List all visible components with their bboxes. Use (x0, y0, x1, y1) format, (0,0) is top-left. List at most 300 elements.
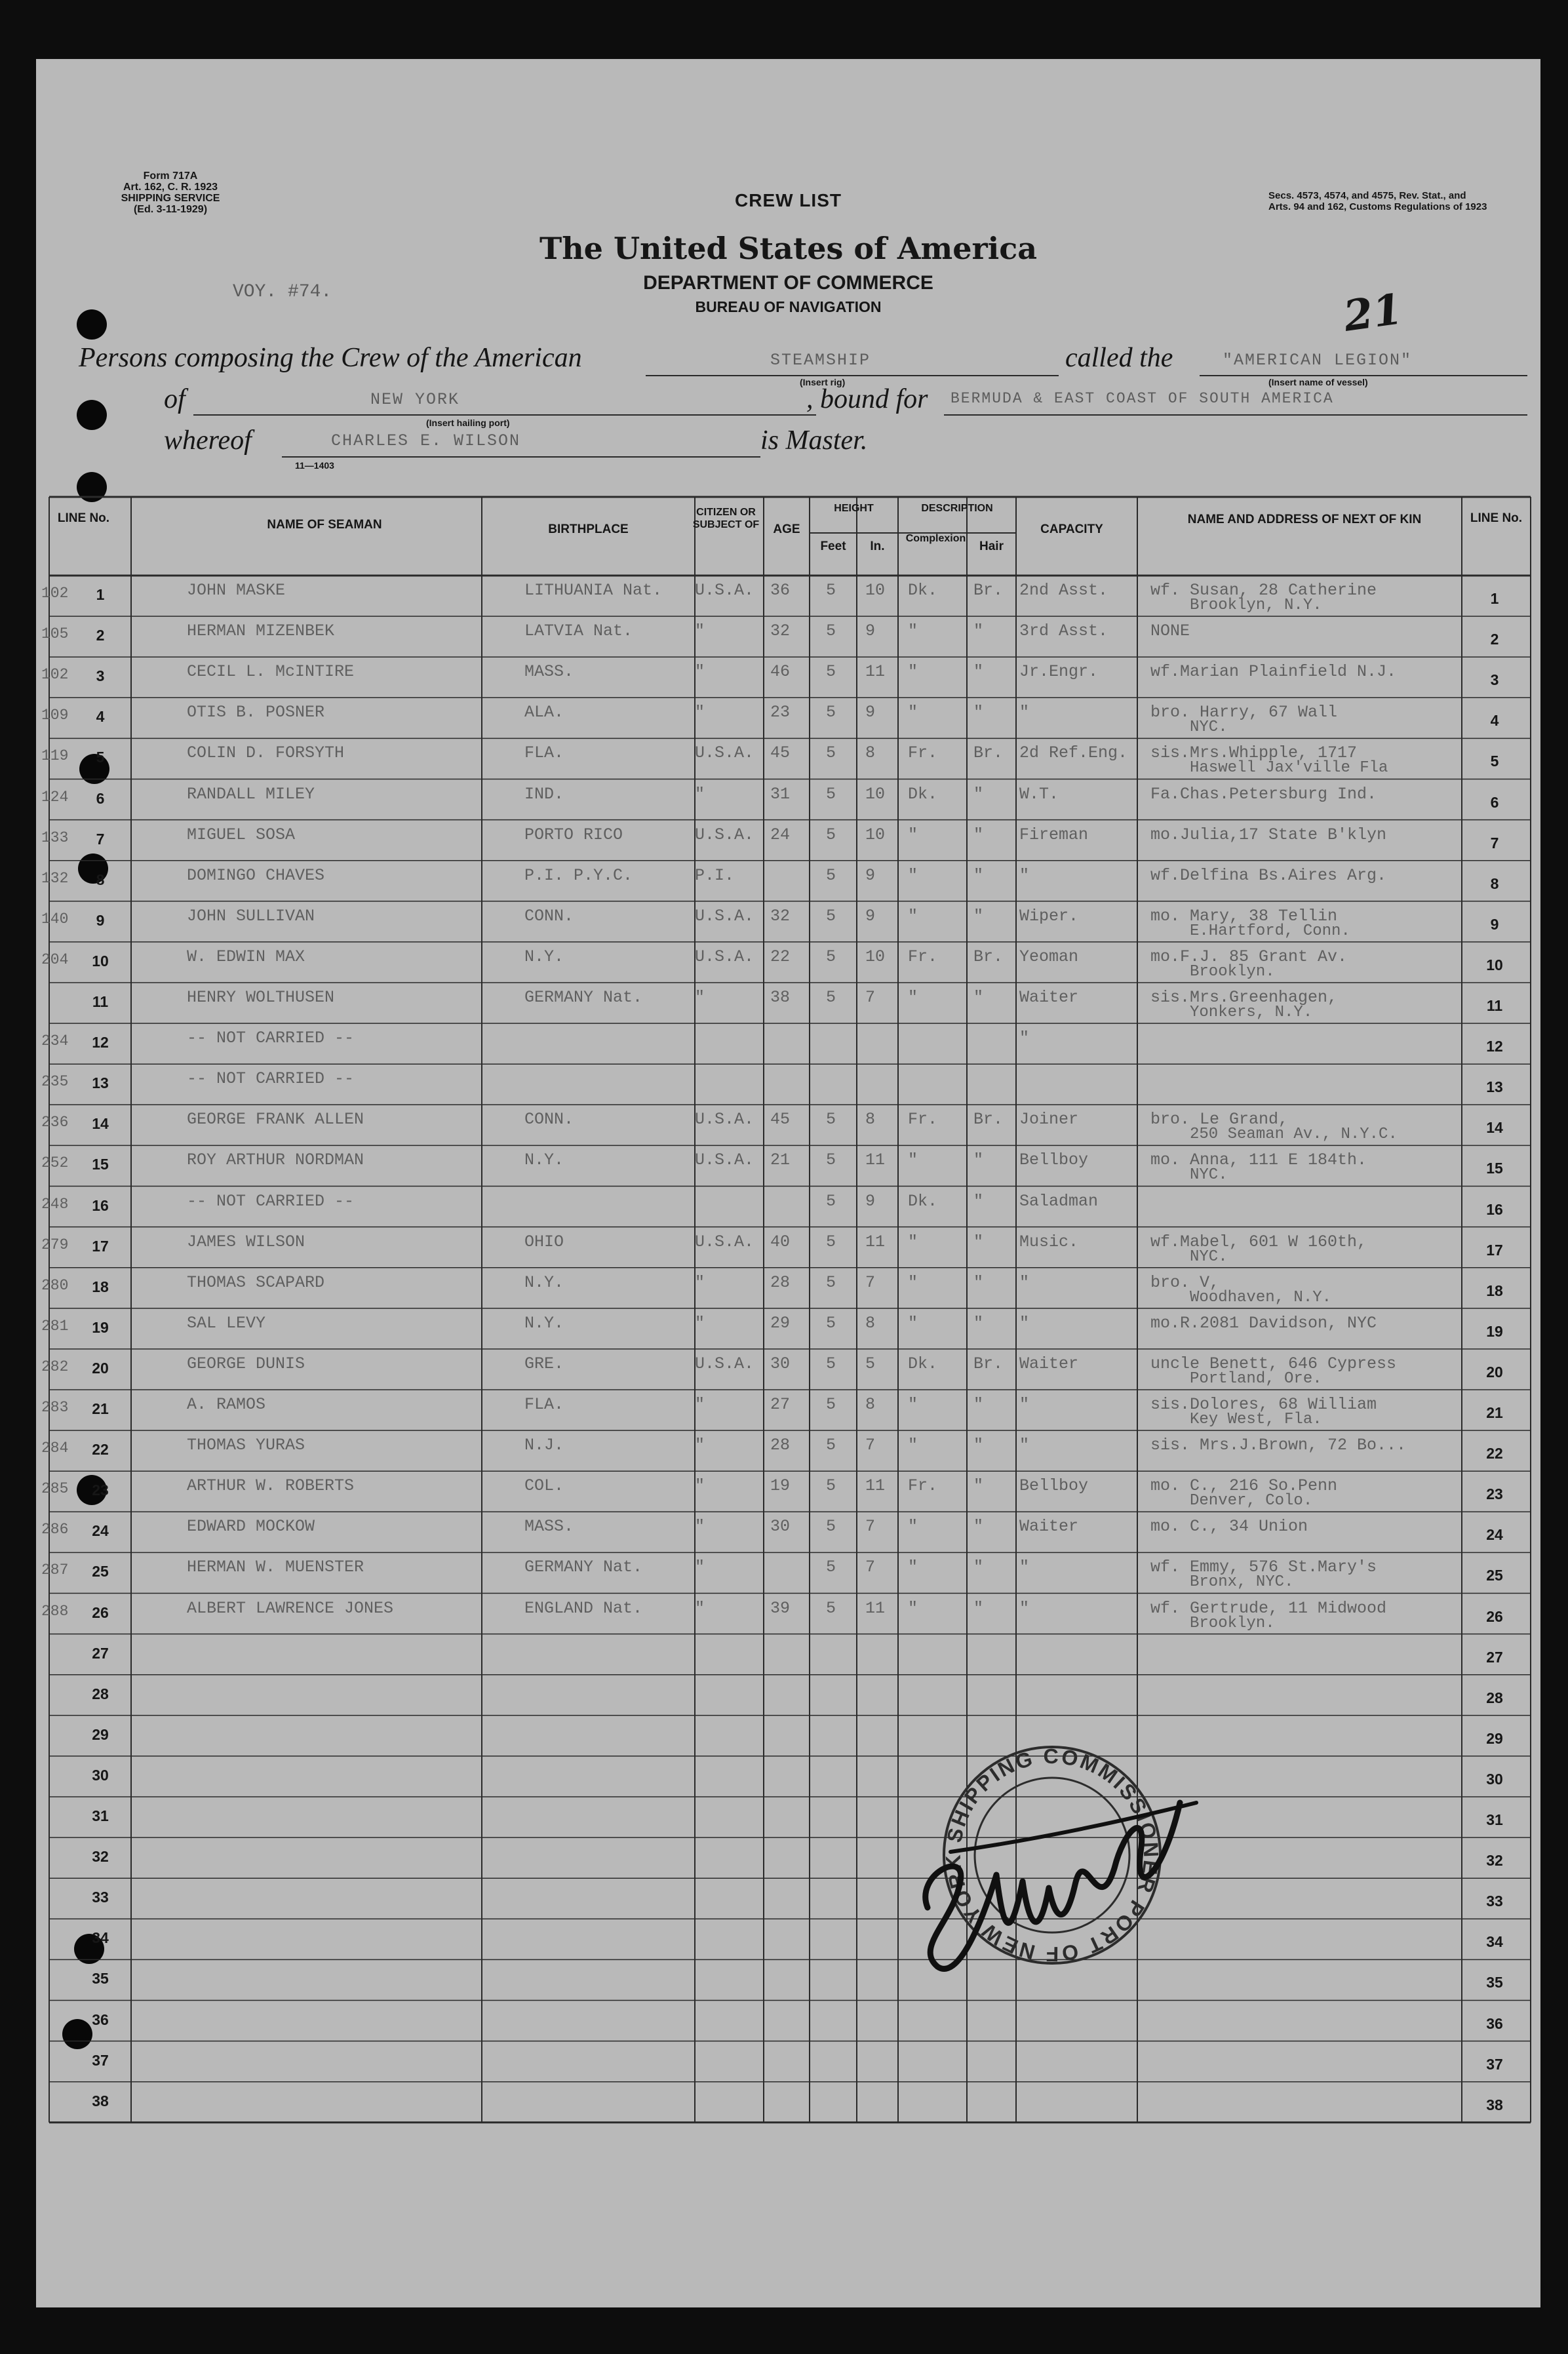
pre-number: 140 (41, 910, 69, 928)
col-name: NAME OF SEAMAN (267, 518, 382, 532)
line-number: 3 (96, 667, 105, 685)
cell-hair: " (973, 1395, 984, 1414)
cell-birth: LATVIA Nat. (524, 621, 633, 641)
cell-comp: Fr. (908, 1476, 938, 1496)
cell-cit: " (695, 1476, 705, 1496)
pre-number: 252 (41, 1154, 69, 1172)
line-number: 16 (92, 1196, 109, 1214)
cell-cit: " (695, 1272, 705, 1292)
cell-kin-address: Brooklyn. (1190, 962, 1275, 981)
cell-ft: 5 (826, 743, 836, 763)
pre-number: 236 (41, 1114, 69, 1131)
line-number-right: 25 (1486, 1567, 1503, 1584)
cell-birth: CONN. (524, 1110, 574, 1129)
cell-kin-address: Bronx, NYC. (1190, 1573, 1294, 1592)
cell-name: OTIS B. POSNER (187, 703, 325, 722)
cell-hair: " (973, 1598, 984, 1618)
cell-in: 9 (865, 621, 876, 641)
cell-comp: " (908, 1232, 918, 1251)
cell-name: -- NOT CARRIED -- (187, 1069, 355, 1089)
form-ref-line: Form 717A (143, 170, 198, 182)
cell-cap: " (1019, 1313, 1030, 1333)
line-number: 7 (96, 830, 105, 848)
cell-comp: " (908, 1436, 918, 1455)
master-name: CHARLES E. WILSON (331, 431, 521, 450)
line-number: 24 (92, 1522, 109, 1540)
line-number: 5 (96, 749, 105, 766)
cell-kin: sis. Mrs.J.Brown, 72 Bo... (1150, 1436, 1407, 1455)
cell-cit: U.S.A. (695, 1110, 755, 1129)
cell-name: MIGUEL SOSA (187, 825, 296, 844)
cell-kin-address: Yonkers, N.Y. (1190, 1004, 1313, 1021)
cell-comp: " (908, 1598, 918, 1618)
cell-age: 23 (770, 703, 791, 722)
line-number: 8 (96, 871, 105, 888)
cell-hair: " (973, 1436, 984, 1455)
cell-in: 10 (865, 825, 886, 844)
cell-age: 30 (770, 1354, 791, 1373)
cell-age: 31 (770, 784, 791, 804)
cell-name: W. EDWIN MAX (187, 947, 305, 966)
cell-kin-address: NYC. (1190, 1247, 1228, 1266)
cell-hair: " (973, 662, 984, 682)
line-number: 13 (92, 1074, 109, 1092)
line-number-right: 12 (1486, 1038, 1503, 1055)
cell-in: 9 (865, 865, 876, 885)
line-number: 2 (96, 627, 105, 644)
cell-cit: " (695, 1598, 705, 1618)
cell-ft: 5 (826, 1476, 836, 1496)
line-number-right: 29 (1486, 1729, 1503, 1747)
pre-number: 284 (41, 1440, 69, 1457)
pre-number: 248 (41, 1195, 69, 1213)
cell-cap: Fireman (1019, 825, 1089, 844)
cell-name: THOMAS SCAPARD (187, 1272, 325, 1292)
line-number-right: 19 (1486, 1322, 1503, 1340)
cell-name: -- NOT CARRIED -- (187, 1191, 355, 1211)
cell-ft: 5 (826, 1191, 836, 1211)
col-feet: Feet (820, 539, 846, 553)
cell-age: 27 (770, 1395, 791, 1414)
table-grid (36, 59, 1540, 2307)
cell-hair: " (973, 1232, 984, 1251)
cell-cit: " (695, 621, 705, 641)
destination: BERMUDA & EAST COAST OF SOUTH AMERICA (951, 390, 1334, 407)
cell-comp: " (908, 825, 918, 844)
cell-name: GEORGE DUNIS (187, 1354, 305, 1373)
cell-hair: " (973, 1191, 984, 1211)
cell-in: 10 (865, 947, 886, 966)
pre-number: 288 (41, 1602, 69, 1620)
cell-kin: mo. Anna, 111 E 184th. (1150, 1150, 1367, 1170)
line-number-right: 38 (1486, 2096, 1503, 2113)
cell-in: 5 (865, 1354, 876, 1373)
line-number-right: 36 (1486, 2014, 1503, 2032)
cell-name: ARTHUR W. ROBERTS (187, 1476, 355, 1496)
line-number: 9 (96, 911, 105, 929)
cell-cit: " (695, 1517, 705, 1537)
cell-cap: Yeoman (1019, 947, 1079, 966)
cell-cap: Saladman (1019, 1191, 1099, 1211)
cell-cit: " (695, 662, 705, 682)
line-number: 17 (92, 1237, 109, 1255)
cell-birth: PORTO RICO (524, 825, 623, 844)
line-number-right: 20 (1486, 1363, 1503, 1381)
cell-hair: " (973, 825, 984, 844)
line-number-right: 31 (1486, 1811, 1503, 1828)
pre-number: 124 (41, 788, 69, 806)
called-the-label: called the (1065, 343, 1173, 373)
cell-kin: mo. Mary, 38 Tellin (1150, 906, 1338, 926)
col-age: AGE (773, 522, 800, 536)
pre-number: 102 (41, 666, 69, 684)
col-line-no: LINE No. (57, 511, 110, 525)
cell-cap: " (1019, 1272, 1030, 1292)
cell-in: 8 (865, 743, 876, 763)
cell-kin-address: Brooklyn. (1190, 1614, 1275, 1632)
cell-hair: " (973, 1150, 984, 1170)
cell-age: 40 (770, 1232, 791, 1251)
cell-kin: sis.Dolores, 68 William (1150, 1395, 1377, 1414)
line-number: 21 (92, 1400, 109, 1417)
cell-cit: " (695, 1558, 705, 1577)
cell-name: A. RAMOS (187, 1395, 266, 1414)
cell-birth: IND. (524, 784, 564, 804)
cell-cap: Music. (1019, 1232, 1079, 1251)
cell-ft: 5 (826, 1272, 836, 1292)
cell-kin-address: Brooklyn, N.Y. (1190, 597, 1322, 614)
line-number-right: 10 (1486, 956, 1503, 973)
cell-ft: 5 (826, 906, 836, 926)
cell-kin-address: E.Hartford, Conn. (1190, 922, 1350, 940)
cell-age: 39 (770, 1598, 791, 1618)
cell-ft: 5 (826, 988, 836, 1007)
cell-hair: " (973, 703, 984, 722)
cell-hair: " (973, 784, 984, 804)
cell-age: 38 (770, 988, 791, 1007)
cell-ft: 5 (826, 1110, 836, 1129)
cell-name: SAL LEVY (187, 1313, 266, 1333)
bureau-title: BUREAU OF NAVIGATION (695, 298, 882, 315)
cell-age: 46 (770, 662, 791, 682)
pre-number: 109 (41, 707, 69, 724)
cell-cap: Bellboy (1019, 1476, 1089, 1496)
cell-ft: 5 (826, 784, 836, 804)
cell-kin-address: Key West, Fla. (1190, 1411, 1322, 1428)
col-citizen: CITIZEN OR SUBJECT OF (692, 507, 760, 530)
cell-hair: Br. (973, 743, 1004, 763)
cell-kin: mo. C., 34 Union (1150, 1517, 1308, 1537)
cell-cap: " (1019, 1598, 1030, 1618)
cell-cit: U.S.A. (695, 743, 755, 763)
cell-comp: Dk. (908, 784, 938, 804)
cell-age: 22 (770, 947, 791, 966)
pre-number: 287 (41, 1561, 69, 1579)
cell-age: 29 (770, 1313, 791, 1333)
line-number-right: 34 (1486, 1933, 1503, 1951)
cell-ft: 5 (826, 825, 836, 844)
cell-cit: P.I. (695, 865, 735, 885)
line-number: 33 (92, 1889, 109, 1906)
cell-cap: " (1019, 1558, 1030, 1577)
cell-comp: " (908, 621, 918, 641)
cell-ft: 5 (826, 1395, 836, 1414)
cell-hair: " (973, 865, 984, 885)
cell-cit: " (695, 784, 705, 804)
cell-cap: Wiper. (1019, 906, 1079, 926)
line-number: 37 (92, 2051, 109, 2069)
cell-cit: U.S.A. (695, 1232, 755, 1251)
col-hair: Hair (979, 539, 1004, 553)
cell-cit: U.S.A. (695, 1150, 755, 1170)
cell-birth: OHIO (524, 1232, 564, 1251)
cell-birth: MASS. (524, 662, 574, 682)
cell-comp: " (908, 1558, 918, 1577)
cell-comp: Dk. (908, 1354, 938, 1373)
reg-line: Arts. 94 and 162, Customs Regulations of 1923 (1268, 201, 1487, 212)
vessel-hint: (Insert name of vessel) (1268, 377, 1368, 387)
cell-in: 7 (865, 988, 876, 1007)
cell-comp: Dk. (908, 581, 938, 600)
cell-kin: bro. Le Grand, (1150, 1110, 1289, 1129)
cell-in: 9 (865, 703, 876, 722)
cell-in: 8 (865, 1110, 876, 1129)
cell-in: 7 (865, 1436, 876, 1455)
pre-number: 133 (41, 829, 69, 846)
cell-hair: " (973, 1558, 984, 1577)
cell-ft: 5 (826, 1150, 836, 1170)
col-birthplace: BIRTHPLACE (548, 522, 629, 536)
col-capacity: CAPACITY (1040, 522, 1103, 536)
line-number-right: 6 (1490, 793, 1499, 811)
cell-kin: Fa.Chas.Petersburg Ind. (1150, 784, 1377, 804)
col-height: HEIGHT (834, 503, 874, 514)
cell-kin-address: 250 Seaman Av., N.Y.C. (1190, 1126, 1398, 1144)
line-number: 20 (92, 1359, 109, 1377)
line-number-right: 23 (1486, 1485, 1503, 1503)
cell-ft: 5 (826, 947, 836, 966)
cell-ft: 5 (826, 703, 836, 722)
doc-title: CREW LIST (735, 190, 842, 210)
cell-comp: " (908, 1150, 918, 1170)
line-number-right: 11 (1486, 997, 1503, 1014)
cell-in: 9 (865, 1191, 876, 1211)
line-number-right: 4 (1490, 712, 1499, 730)
cell-kin: wf. Emmy, 576 St.Mary's (1150, 1558, 1377, 1577)
voyage-number: VOY. #74. (233, 282, 332, 302)
cell-age: 45 (770, 1110, 791, 1129)
vessel-name: "AMERICAN LEGION" (1223, 351, 1413, 370)
line-number-right: 17 (1486, 1241, 1503, 1259)
cell-age: 30 (770, 1517, 791, 1537)
form-ref-line: Art. 162, C. R. 1923 (123, 182, 218, 193)
vessel-rig: STEAMSHIP (770, 351, 871, 370)
line-number: 34 (92, 1929, 109, 1947)
line-number-right: 14 (1486, 1119, 1503, 1137)
cell-kin: sis.Mrs.Greenhagen, (1150, 988, 1338, 1007)
cell-name: EDWARD MOCKOW (187, 1517, 315, 1537)
cell-hair: " (973, 1272, 984, 1292)
cell-in: 11 (865, 1476, 886, 1496)
line-number: 1 (96, 586, 105, 603)
cell-hair: " (973, 1517, 984, 1537)
line-number-right: 13 (1486, 1078, 1503, 1096)
cell-name: -- NOT CARRIED -- (187, 1029, 355, 1048)
cell-birth: ALA. (524, 703, 564, 722)
cell-ft: 5 (826, 662, 836, 682)
cell-in: 8 (865, 1313, 876, 1333)
cell-name: HERMAN MIZENBEK (187, 621, 335, 641)
cell-ft: 5 (826, 1598, 836, 1618)
cell-in: 11 (865, 662, 886, 682)
bound-for-label: , bound for (806, 384, 928, 414)
line-number: 11 (92, 993, 109, 1010)
cell-kin: bro. Harry, 67 Wall (1150, 703, 1338, 722)
cell-birth: N.Y. (524, 1150, 564, 1170)
cell-kin: bro. V, (1150, 1272, 1220, 1292)
cell-age: 21 (770, 1150, 791, 1170)
cell-cap: 3rd Asst. (1019, 621, 1108, 641)
cell-cit: U.S.A. (695, 1354, 755, 1373)
cell-age: 45 (770, 743, 791, 763)
cell-hair: Br. (973, 1110, 1004, 1129)
cell-comp: " (908, 703, 918, 722)
line-number-right: 28 (1486, 1689, 1503, 1706)
sheet-number: 21 (1341, 284, 1405, 342)
line-number: 25 (92, 1563, 109, 1580)
stamp-text: SHIPPING COMMISSIONER PORT OF NEW YORK (941, 1744, 1164, 1967)
cell-name: JAMES WILSON (187, 1232, 305, 1251)
pre-number: 235 (41, 1073, 69, 1091)
line-number: 35 (92, 1970, 109, 1988)
line-number-right: 5 (1490, 753, 1499, 770)
cell-cit: U.S.A. (695, 581, 755, 600)
cell-cap: " (1019, 703, 1030, 722)
cell-kin: mo.Julia,17 State B'klyn (1150, 825, 1387, 844)
pre-number: 285 (41, 1480, 69, 1498)
pre-number: 281 (41, 1317, 69, 1335)
cell-birth: COL. (524, 1476, 564, 1496)
cell-kin-address: Haswell Jax'ville Fla (1190, 759, 1388, 777)
line-number: 4 (96, 708, 105, 726)
cell-ft: 5 (826, 1517, 836, 1537)
line-number-right: 7 (1490, 834, 1499, 852)
cell-kin-address: Portland, Ore. (1190, 1369, 1322, 1388)
pre-number: 282 (41, 1358, 69, 1375)
form-ref-line: SHIPPING SERVICE (121, 193, 220, 204)
cell-cap: Waiter (1019, 988, 1079, 1007)
cell-kin: NONE (1150, 621, 1190, 641)
line-number: 31 (92, 1807, 109, 1824)
crew-line-prefix: Persons composing the Crew of the American (79, 343, 582, 373)
cell-kin: wf. Susan, 28 Catherine (1150, 581, 1377, 600)
cell-birth: N.J. (524, 1436, 564, 1455)
cell-in: 7 (865, 1558, 876, 1577)
cell-ft: 5 (826, 621, 836, 641)
cell-age: 24 (770, 825, 791, 844)
cell-in: 10 (865, 581, 886, 600)
cell-cap: Bellboy (1019, 1150, 1089, 1170)
cell-cap: 2d Ref.Eng. (1019, 743, 1128, 763)
cell-birth: N.Y. (524, 947, 564, 966)
cell-kin: sis.Mrs.Whipple, 1717 (1150, 743, 1358, 763)
cell-hair: " (973, 988, 984, 1007)
cell-ft: 5 (826, 865, 836, 885)
line-number-right: 9 (1490, 915, 1499, 933)
commissioner-stamp (888, 1711, 1216, 1999)
hailing-port: NEW YORK (370, 390, 460, 409)
cell-cap: Waiter (1019, 1517, 1079, 1537)
line-number-right: 37 (1486, 2055, 1503, 2073)
pre-number: 279 (41, 1236, 69, 1253)
cell-kin: wf.Delfina Bs.Aires Arg. (1150, 865, 1387, 885)
of-label: of (164, 384, 186, 414)
cell-name: RANDALL MILEY (187, 784, 315, 804)
cell-birth: GRE. (524, 1354, 564, 1373)
col-inches: In. (870, 539, 885, 553)
cell-kin: mo. C., 216 So.Penn (1150, 1476, 1338, 1496)
cell-in: 7 (865, 1517, 876, 1537)
pre-number: 283 (41, 1399, 69, 1416)
line-number-right: 33 (1486, 1893, 1503, 1910)
line-number-right: 3 (1490, 671, 1499, 689)
pre-number: 132 (41, 869, 69, 887)
line-number: 19 (92, 1318, 109, 1336)
cell-birth: GERMANY Nat. (524, 988, 643, 1007)
cell-comp: " (908, 906, 918, 926)
is-master-label: is Master. (760, 425, 868, 456)
country-title: The United States of America (539, 231, 1038, 266)
line-number-right: 27 (1486, 1648, 1503, 1666)
line-number-right: 32 (1486, 1852, 1503, 1870)
cell-in: 7 (865, 1272, 876, 1292)
cell-name: ALBERT LAWRENCE JONES (187, 1598, 394, 1618)
cell-comp: " (908, 662, 918, 682)
col-next-of-kin: NAME AND ADDRESS OF NEXT OF KIN (1187, 513, 1422, 526)
cell-comp: " (908, 1517, 918, 1537)
line-number-right: 24 (1486, 1526, 1503, 1544)
cell-comp: " (908, 1272, 918, 1292)
cell-ft: 5 (826, 1313, 836, 1333)
cell-name: HENRY WOLTHUSEN (187, 988, 335, 1007)
cell-cit: " (695, 703, 705, 722)
cell-ft: 5 (826, 1436, 836, 1455)
cell-hair: Br. (973, 1354, 1004, 1373)
line-number: 12 (92, 1034, 109, 1051)
pre-number: 119 (41, 747, 69, 765)
cell-age: 28 (770, 1436, 791, 1455)
cell-cit: " (695, 1313, 705, 1333)
cell-in: 11 (865, 1232, 886, 1251)
cell-cit: U.S.A. (695, 906, 755, 926)
cell-name: JOHN SULLIVAN (187, 906, 315, 926)
cell-in: 10 (865, 784, 886, 804)
cell-age: 32 (770, 906, 791, 926)
line-number-right: 2 (1490, 631, 1499, 648)
cell-hair: " (973, 1313, 984, 1333)
reg-line: Secs. 4573, 4574, and 4575, Rev. Stat., and (1268, 190, 1466, 201)
cell-birth: N.Y. (524, 1313, 564, 1333)
cell-age: 36 (770, 581, 791, 600)
cell-name: DOMINGO CHAVES (187, 865, 325, 885)
line-number-right: 18 (1486, 1282, 1503, 1299)
line-number: 29 (92, 1725, 109, 1743)
cell-hair: Br. (973, 581, 1004, 600)
line-number-right: 1 (1490, 590, 1499, 607)
line-number: 18 (92, 1278, 109, 1295)
line-number: 6 (96, 789, 105, 807)
line-number: 26 (92, 1603, 109, 1621)
